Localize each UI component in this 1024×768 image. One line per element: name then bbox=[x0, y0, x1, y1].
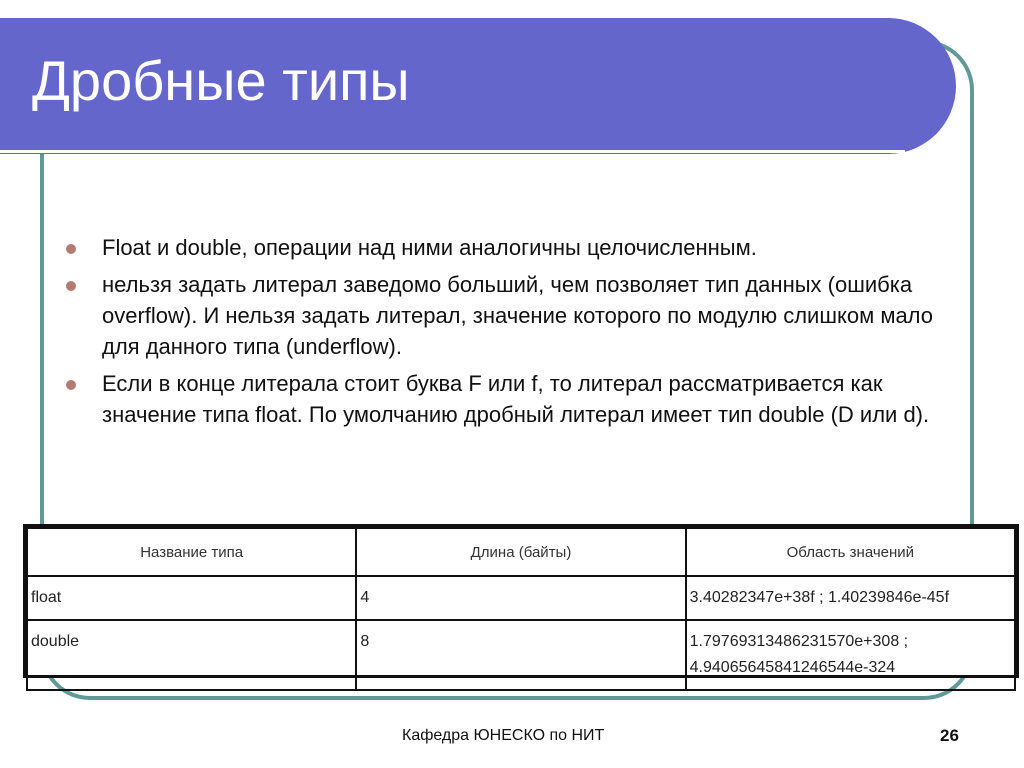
bullet-list bbox=[62, 232, 974, 436]
bullet-dot-icon bbox=[66, 244, 76, 254]
table-row bbox=[27, 620, 1015, 690]
bullet-item bbox=[62, 368, 974, 430]
title-underline bbox=[0, 150, 905, 153]
bullet-text: нельзя задать литерал заведомо больший, чем позволяет тип данных (ошибка overflow). И нельзя задать литерал, значение которого по модулю слишком мало для данного типа (underflow). bbox=[102, 272, 934, 359]
table-row bbox=[27, 576, 1015, 620]
types-table bbox=[23, 524, 1019, 678]
slide-title: Дробные типы bbox=[32, 49, 410, 112]
cell-range: 1.79769313486231570e+308 ; 4.94065645841246544e-324 bbox=[686, 620, 1015, 690]
cell-length: 8 bbox=[356, 620, 685, 690]
bullet-item bbox=[62, 232, 974, 263]
bullet-dot-icon bbox=[66, 281, 76, 291]
cell-type: float bbox=[27, 576, 356, 620]
cell-range: 3.40282347e+38f ; 1.40239846e-45f bbox=[686, 576, 1015, 620]
bullet-text: Если в конце литерала стоит буква F или f, то литерал рассматривается как значение типа float. По умолчанию дробный литерал имеет тип double (D или d). bbox=[102, 371, 930, 427]
cell-length: 4 bbox=[356, 576, 685, 620]
header-range: Область значений bbox=[686, 528, 1015, 576]
footer-text: Кафедра ЮНЕСКО по НИТ bbox=[402, 727, 605, 744]
header-type-name: Название типа bbox=[27, 528, 356, 576]
bullet-item bbox=[62, 269, 974, 362]
page-number: 26 bbox=[940, 726, 959, 745]
cell-type: double bbox=[27, 620, 356, 690]
bullet-dot-icon bbox=[66, 380, 76, 390]
table-header-row bbox=[27, 528, 1015, 576]
bullet-text: Float и double, операции над ними аналогичны целочисленным. bbox=[102, 235, 757, 260]
header-length: Длина (байты) bbox=[356, 528, 685, 576]
